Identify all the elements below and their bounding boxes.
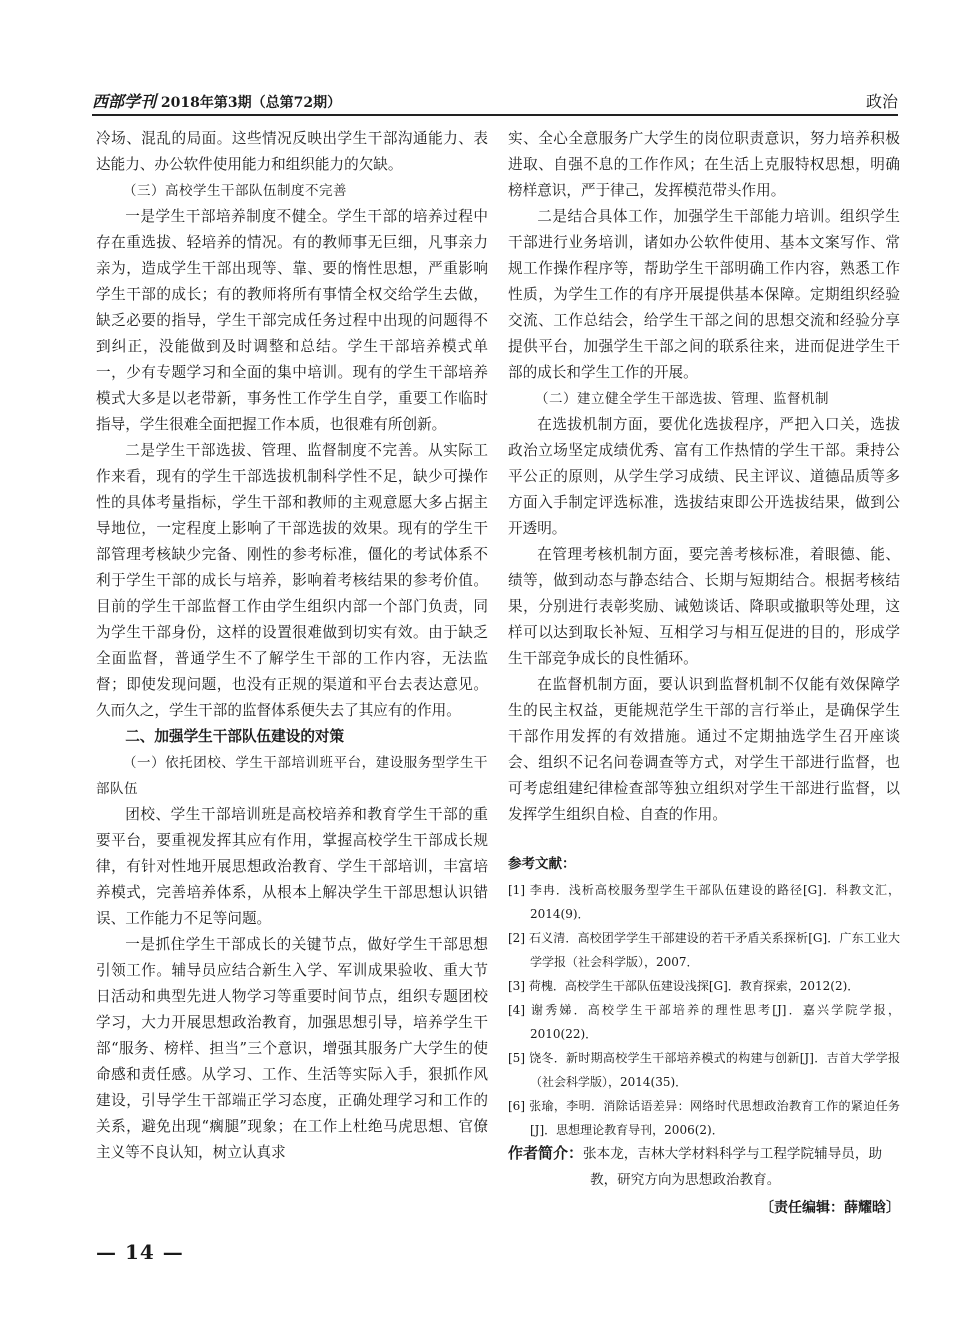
author-text: 张本龙，吉林大学材料科学与工程学院辅导员，助教，研究方向为思想政治教育。 <box>583 1146 883 1188</box>
section-tag: 政治 <box>865 92 898 111</box>
paragraph: 在管理考核机制方面，要完善考核标准，着眼德、能、绩等，做到动态与静态结合、长期与短期结合。根据考核结果，分别进行表彰奖励、诫勉谈话、降职或撤职等处理，这样可以达到取长补短、互相学习与相互促进的目的，形成学生干部竞争成长的良性循环。 <box>508 546 900 667</box>
paragraph: 在监督机制方面，要认识到监督机制不仅能有效保障学生的民主权益，更能规范学生干部的言行举止，是确保学生干部作用发挥的有效措施。通过不定期抽选学生召开座谈会、组织不记名问卷调查等方式，对学生干部进行监督，也可考虑组建纪律检查部等独立组织对学生干部进行监督，以发挥学生组织自检、自查的作用。 <box>508 676 900 823</box>
paragraph: 冷场、混乱的局面。这些情况反映出学生干部沟通能力、表达能力、办公软件使用能力和组织能力的欠缺。 <box>96 130 488 173</box>
references <box>508 852 900 1142</box>
page-header <box>92 83 898 117</box>
author-note <box>508 1140 900 1193</box>
editor-credit: 〔责任编辑：薛耀晗〕 <box>760 1200 900 1216</box>
reference-item: [1] 李冉．浅析高校服务型学生干部队伍建设的路径[G]．科教文汇，2014(9)． <box>508 883 900 921</box>
author-label: 作者简介： <box>508 1144 584 1162</box>
subsection-heading: （二）建立健全学生干部选拔、管理、监督机制 <box>535 391 829 407</box>
reference-item: [4] 谢秀娣．高校学生干部培养的理性思考[J]．嘉兴学院学报，2010(22)． <box>508 1003 900 1041</box>
page-number: — 14 — <box>96 1240 184 1264</box>
paragraph: 一是抓住学生干部成长的关键节点，做好学生干部思想引领工作。辅导员应结合新生入学、军训成果验收、重大节日活动和典型先进人物学习等重要时间节点，组织专题团校学习，大力开展思想政治教育，加强思想引导，培养学生干部“服务、榜样、担当”三个意识，增强其服务广大学生的使命感和责任感。从学习、工作、生活等实际入手，狠抓作风建设，引导学生干部端正学习态度，正确处理学习和工作的关系，避免出现“瘸腿”现象；在工作上杜绝马虎思想、官僚主义等不良认知，树立认真求 <box>96 936 488 1161</box>
section-heading: 二、加强学生干部队伍建设的对策 <box>125 728 345 745</box>
paragraph: 二是结合具体工作，加强学生干部能力培训。组织学生干部进行业务培训，诸如办公软件使用、基本文案写作、常规工作操作程序等，帮助学生干部明确工作内容，熟悉工作性质，为学生工作的有序开展提供基本保障。定期组织经验交流、工作总结会，给学生干部之间的思想交流和经验分享提供平台，加强学生干部之间的联系往来，进而促进学生干部的成长和学生工作的开展。 <box>508 208 900 381</box>
right-column <box>508 126 900 828</box>
journal-issue <box>92 89 341 112</box>
subsection-heading: （三）高校学生干部队伍制度不完善 <box>123 183 347 199</box>
issue-label: 2018年第3期（总第72期） <box>160 95 342 111</box>
subsection-heading: （一）依托团校、学生干部培训班平台，建设服务型学生干部队伍 <box>96 755 488 797</box>
paragraph: 一是学生干部培养制度不健全。学生干部的培养过程中存在重选拔、轻培养的情况。有的教师事无巨细，凡事亲力亲为，造成学生干部出现等、靠、要的惰性思想，严重影响学生干部的成长；有的教师将所有事情全权交给学生去做，缺乏必要的指导，学生干部完成任务过程中出现的问题得不到纠正，没能做到及时调整和总结。学生干部培养模式单一，少有专题学习和全面的集中培训。现有的学生干部培养模式大多是以老带新，事务性工作学生自学，重要工作临时指导，学生很难全面把握工作本质，也很难有所创新。 <box>96 208 488 433</box>
paragraph: 二是学生干部选拔、管理、监督制度不完善。从实际工作来看，现有的学生干部选拔机制科学性不足，缺少可操作性的具体考量指标，学生干部和教师的主观意愿大多占据主导地位，一定程度上影响了干部选拔的效果。现有的学生干部管理考核缺少完备、刚性的参考标准，僵化的考试体系不利于学生干部的成长与培养，影响着考核结果的参考价值。目前的学生干部监督工作由学生组织内部一个部门负责，同为学生干部身份，这样的设置很难做到切实有效。由于缺乏全面监督，普通学生不了解学生干部的工作内容，无法监督；即使发现问题，也没有正规的渠道和平台去表达意见。久而久之，学生干部的监督体系便失去了其应有的作用。 <box>96 442 488 719</box>
paragraph: 团校、学生干部培训班是高校培养和教育学生干部的重要平台，要重视发挥其应有作用，掌握高校学生干部成长规律，有针对性地开展思想政治教育、学生干部培训，丰富培养模式，完善培养体系，从根本上解决学生干部思想认识错误、工作能力不足等问题。 <box>96 806 488 927</box>
reference-item: [5] 饶冬．新时期高校学生干部培养模式的构建与创新[J]．吉首大学学报（社会科学版），2014(35)． <box>508 1051 900 1089</box>
reference-item: [6] 张瑜，李明．消除话语差异：网络时代思想政治教育工作的紧迫任务[J]．思想理论教育导刊，2006(2)． <box>508 1099 900 1137</box>
paragraph: 在选拔机制方面，要优化选拔程序，严把入口关，选拔政治立场坚定成绩优秀、富有工作热情的学生干部。秉持公平公正的原则，从学生学习成绩、民主评议、道德品质等多方面入手制定评选标准，选拔结束即公开选拔结果，做到公开透明。 <box>508 416 900 537</box>
paragraph: 实、全心全意服务广大学生的岗位职责意识，努力培养积极进取、自强不息的工作作风；在生活上克服特权思想，明确榜样意识，严于律己，发挥模范带头作用。 <box>508 130 900 199</box>
left-column <box>96 126 488 1166</box>
reference-item: [3] 荷槐．高校学生干部队伍建设浅探[G]．教育探索，2012(2)． <box>508 979 860 993</box>
header-rule <box>92 114 898 116</box>
references-title: 参考文献： <box>508 856 576 872</box>
journal-brand: 西部学刊 <box>92 92 157 111</box>
reference-item: [2] 石义清．高校团学学生干部建设的若干矛盾关系探析[G]．广东工业大学学报（社会科学版），2007． <box>508 931 900 969</box>
